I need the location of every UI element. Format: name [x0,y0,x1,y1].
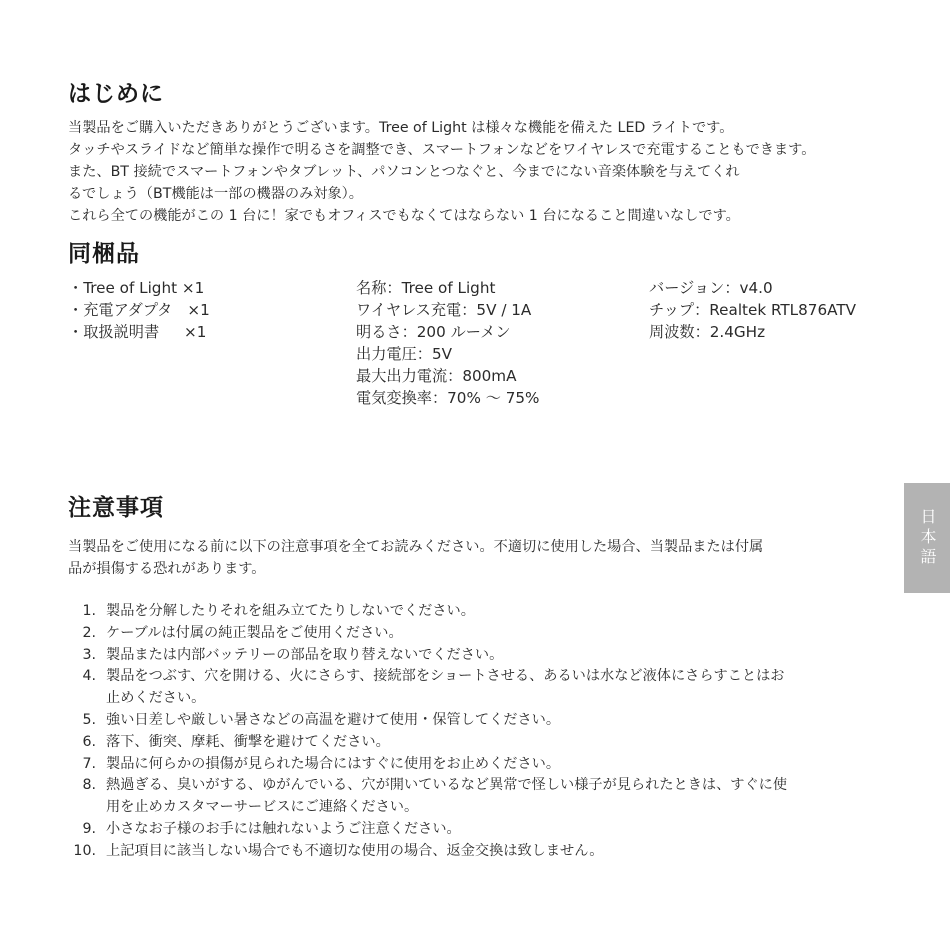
language-tab-label: 日本語 [918,508,937,568]
caution-number: 3. [82,646,96,663]
caution-item [68,645,888,667]
caution-text: 熱過ぎる、臭いがする、ゆがんでいる、穴が開いているなど異常で怪しい様子が見られたときは、すぐに使 [106,777,788,794]
caution-text: ケーブルは付属の純正製品をご使用ください。 [106,624,403,641]
caution-item [68,666,888,710]
caution-text: 小さなお子様のお手には触れないようご注意ください。 [106,820,461,837]
caution-text: 強い日差しや厳しい暑さなどの高温を避けて使用・保管してください。 [106,711,561,728]
caution-number: 7. [82,755,96,772]
package-items-list [68,277,210,343]
intro-line: また、BT 接続でスマートフォンやタブレット、パソコンとつなぐと、今までにない音楽体験を与えてくれ [68,164,740,180]
intro-paragraph [68,117,888,227]
intro-line: るでしょう（BT機能は一部の機器のみ対象）。 [68,186,363,202]
caution-item [68,819,888,841]
spec-item: 電気変換率：70% ～ 75% [356,389,540,407]
caution-text: 製品または内部バッテリーの部品を取り替えないでください。 [106,646,504,663]
package-item: ・取扱説明書 ×1 [68,323,207,341]
spec-item: 明るさ：200 ルーメン [356,323,511,341]
cautions-list [68,601,888,863]
bluetooth-specs-list [649,277,856,343]
intro-line: これら全ての機能がこの 1 台に！家でもオフィスでもなくてはならない 1 台になること間違いなしです。 [68,208,740,224]
caution-text: 用を止めカスタマーサービスにご連絡ください。 [106,799,419,816]
caution-number: 6. [82,733,96,750]
caution-number: 9. [82,820,96,837]
intro-line: タッチやスライドなど簡単な操作で明るさを調整でき、スマートフォンなどをワイヤレスで充電することもできます。 [68,142,816,158]
spec-item: 最大出力電流：800mA [356,367,517,385]
spec-item: ワイヤレス充電：5V / 1A [356,301,532,319]
spec-item: バージョン：v4.0 [649,279,773,297]
caution-text: 製品に何らかの損傷が見られた場合にはすぐに使用をお止めください。 [106,755,561,772]
caution-item [68,732,888,754]
caution-item [68,754,888,776]
intro-heading: はじめに [68,81,164,107]
caution-number: 2. [82,624,96,641]
cautions-intro-line: 品が損傷する恐れがあります。 [68,561,266,577]
caution-item [68,841,888,863]
caution-number: 5. [82,711,96,728]
package-item: ・充電アダプタ ×1 [68,301,210,319]
caution-text: 止めください。 [106,690,206,707]
caution-text: 製品を分解したりそれを組み立てたりしないでください。 [106,603,475,619]
caution-text: 落下、衝突、摩耗、衝撃を避けてください。 [106,733,390,750]
caution-item [68,710,888,732]
cautions-intro-line: 当製品をご使用になる前に以下の注意事項を全てお読みください。不適切に使用した場合、当製品または付属 [68,539,764,555]
spec-item: 周波数：2.4GHz [649,323,766,341]
cautions-intro-paragraph [68,536,888,580]
spec-item: 名称：Tree of Light [356,279,496,297]
caution-item [68,623,888,645]
intro-line: 当製品をご購入いただきありがとうございます。Tree of Light は様々な機能を備えた LED ライトです。 [68,120,734,136]
caution-number: 8. [82,777,96,794]
caution-number: 10. [73,842,96,859]
package-item: ・Tree of Light ×1 [68,279,205,297]
caution-text: 上記項目に該当しない場合でも不適切な使用の場合、返金交換は致しません。 [106,842,604,859]
language-tab[interactable] [904,483,950,593]
spec-item: チップ：Realtek RTL876ATV [649,301,857,319]
package-contents-heading: 同梱品 [68,241,140,267]
caution-item [68,775,888,819]
product-specs-list [356,277,539,409]
spec-item: 出力電圧：5V [356,345,452,363]
cautions-heading: 注意事項 [68,495,164,521]
caution-text: 製品をつぶす、穴を開ける、火にさらす、接続部をショートさせる、あるいは水など液体にさらすことはお [106,668,785,685]
caution-number: 4. [82,668,96,685]
caution-item [68,601,888,623]
caution-number: 1. [82,603,96,619]
